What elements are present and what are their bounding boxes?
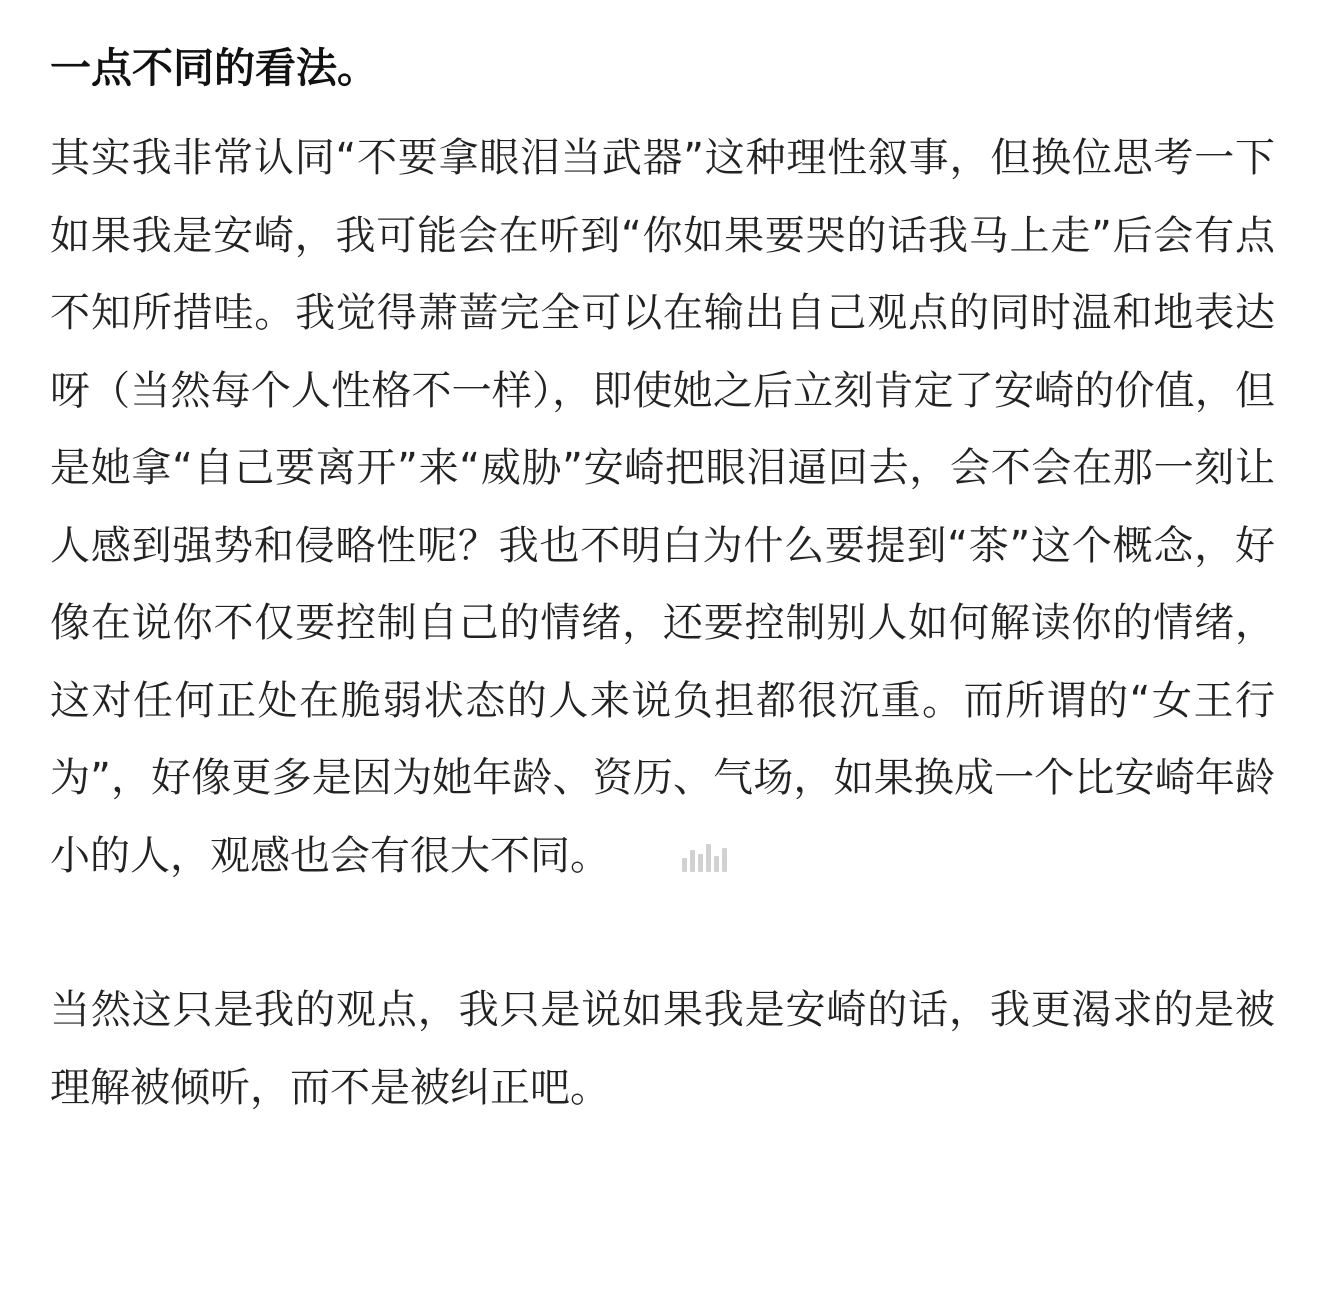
watermark-bars-icon — [680, 842, 728, 872]
post-body — [50, 38, 1275, 1127]
paragraph-closing: 当然这只是我的观点，我只是说如果我是安崎的话，我更渴求的是被理解被倾听，而不是被纠正吧。 — [50, 987, 1275, 1111]
paragraph-main: 其实我非常认同“不要拿眼泪当武器”这种理性叙事，但换位思考一下如果我是安崎，我可能会在听到“你如果要哭的话我马上走”后会有点不知所措哇。我觉得萧蔷完全可以在输出自己观点的同时温和地表达呀（当然每个人性格不一样），即使她之后立刻肯定了安崎的价值，但是她拿“自己要离开”来“威胁”安崎把眼泪逼回去，会不会在那一刻让人感到强势和侵略性呢？我也不明白为什么要提到“茶”这个概念，好像在说你不仅要控制自己的情绪，还要控制别人如何解读你的情绪，这对任何正处在脆弱状态的人来说负担都很沉重。而所谓的“女王行为”，好像更多是因为她年龄、资历、气场，如果换成一个比安崎年龄小的人，观感也会有很大不同。 — [50, 135, 1275, 879]
paragraph-gap — [50, 895, 1275, 972]
post-title: 一点不同的看法。 — [50, 44, 378, 92]
